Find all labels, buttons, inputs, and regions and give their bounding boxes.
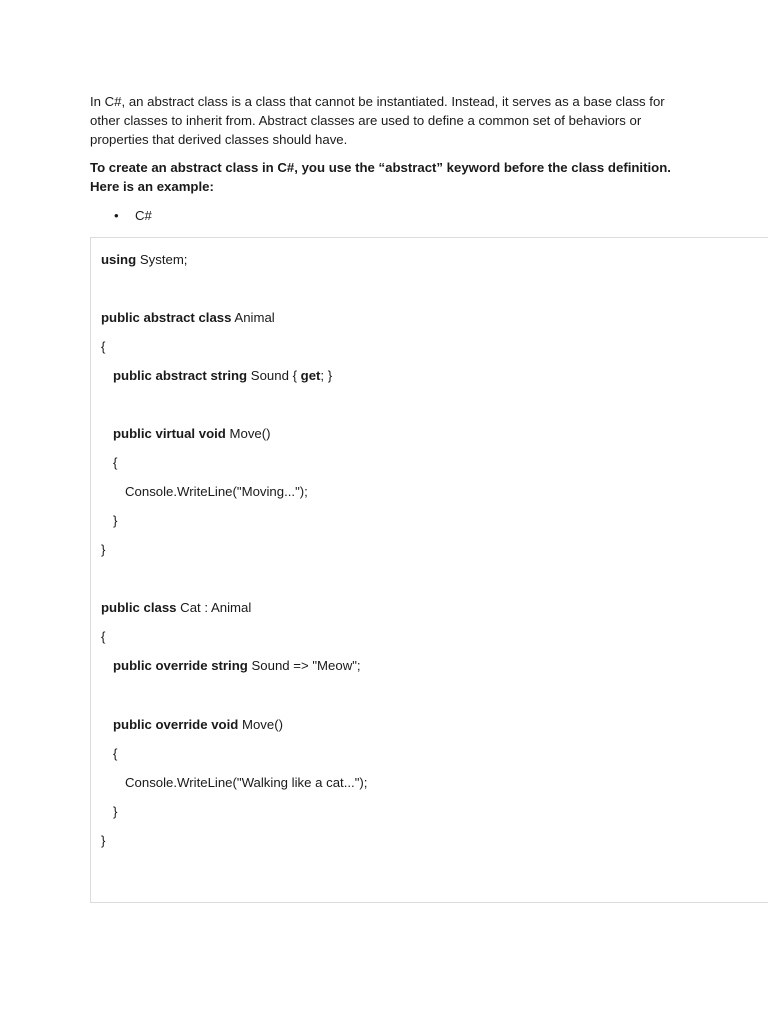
code-keyword: public virtual void (113, 426, 226, 441)
language-label: C# (135, 208, 152, 223)
code-line (101, 541, 105, 559)
code-line (101, 309, 275, 327)
code-line (113, 716, 283, 734)
code-line (113, 367, 332, 385)
code-text: System; (136, 252, 188, 267)
code-keyword: using (101, 252, 137, 267)
code-line (113, 454, 117, 472)
bullet-icon: • (114, 208, 119, 223)
language-list (90, 206, 152, 225)
code-text: } (101, 542, 106, 557)
code-text: { (113, 455, 118, 470)
code-line (113, 745, 117, 763)
code-text: Sound => "Meow"; (247, 658, 361, 673)
code-text: Move() (225, 426, 271, 441)
code-line (113, 657, 361, 675)
code-keyword: public class (101, 600, 177, 615)
code-line (125, 774, 367, 792)
code-text: } (113, 804, 118, 819)
code-keyword: public abstract string (113, 368, 248, 383)
code-line (101, 251, 187, 269)
code-text: ; } (320, 368, 333, 383)
code-line (125, 483, 308, 501)
code-text: { (113, 746, 118, 761)
code-line (113, 512, 117, 530)
code-line (101, 832, 105, 850)
code-text: { (101, 339, 106, 354)
code-line (113, 425, 271, 443)
code-keyword: public override void (113, 717, 239, 732)
code-text: Move() (238, 717, 284, 732)
code-text: Sound { (247, 368, 301, 383)
code-keyword: public override string (113, 658, 248, 673)
code-text: } (113, 513, 118, 528)
code-text: Animal (231, 310, 275, 325)
code-keyword: public abstract class (101, 310, 232, 325)
code-keyword: get (300, 368, 321, 383)
code-line (101, 338, 105, 356)
code-text: } (101, 833, 106, 848)
code-line (113, 803, 117, 821)
code-block (90, 237, 768, 903)
code-text: Cat : Animal (176, 600, 252, 615)
language-list-item (90, 206, 152, 225)
intro-paragraph: In C#, an abstract class is a class that cannot be instantiated. Instead, it serves as a base class for other classes to inherit from. Abstract classes are used to define a common set of behaviors or properties that derived classes should have. (90, 94, 665, 147)
code-text: { (101, 629, 106, 644)
code-text: Console.WriteLine("Moving..."); (125, 484, 308, 499)
code-line (101, 628, 105, 646)
code-text: Console.WriteLine("Walking like a cat..."); (125, 775, 368, 790)
lead-paragraph: To create an abstract class in C#, you use the “abstract” keyword before the class definition. Here is an example: (90, 160, 671, 194)
code-line (101, 599, 251, 617)
